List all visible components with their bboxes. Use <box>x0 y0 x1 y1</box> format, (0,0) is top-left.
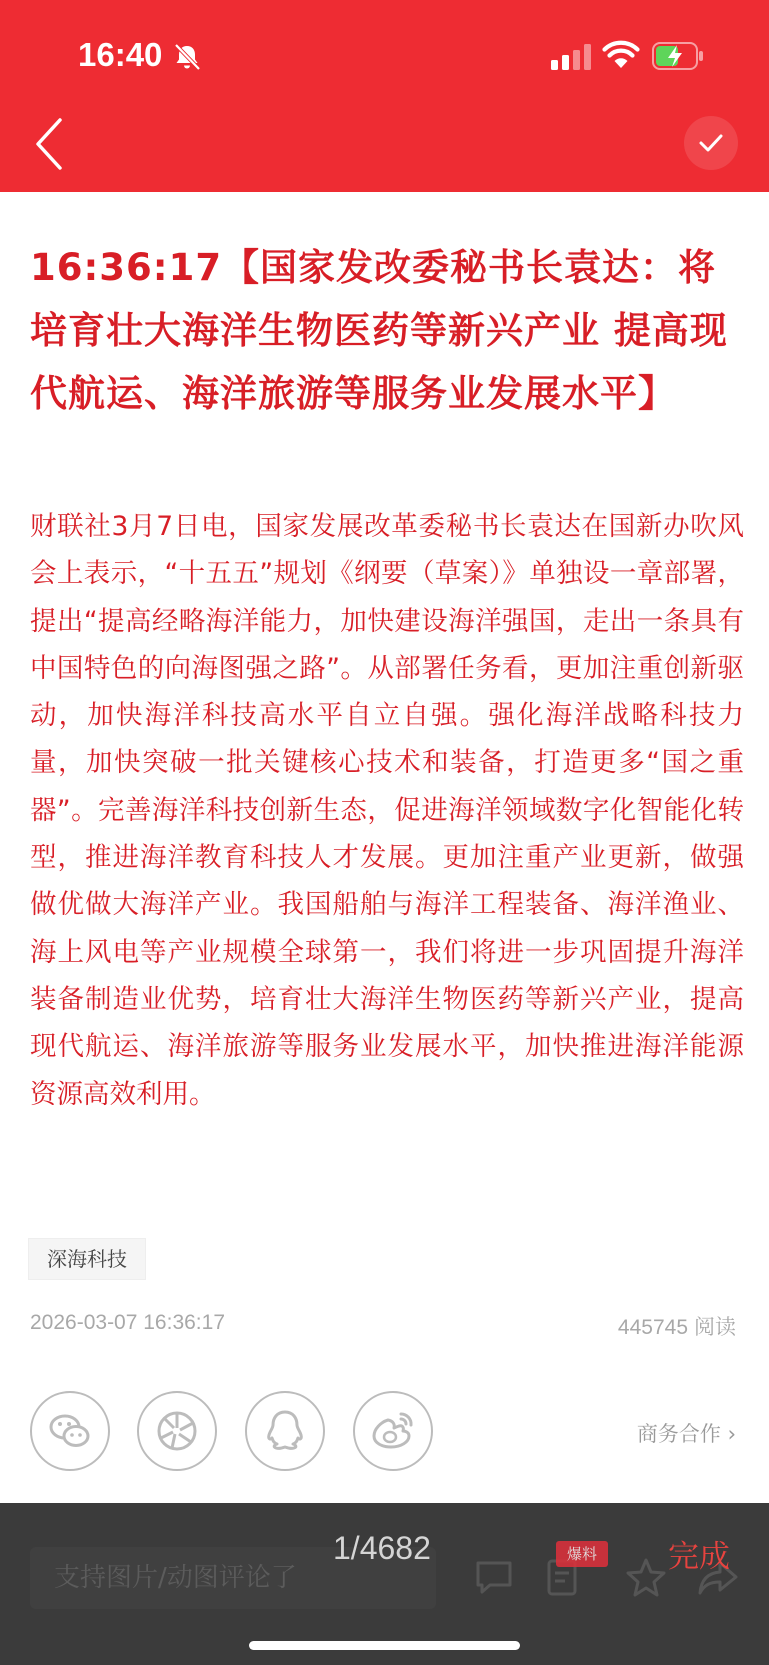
share-wechat-button[interactable] <box>30 1391 110 1471</box>
battery-charging-icon <box>652 42 704 70</box>
report-badge: 爆料 <box>556 1541 608 1567</box>
wechat-icon <box>45 1406 95 1456</box>
share-weibo-button[interactable] <box>353 1391 433 1471</box>
comment-input[interactable]: 支持图片/动图评论了 <box>30 1547 436 1609</box>
article-body: 财联社3月7日电，国家发展改革委秘书长袁达在国新办吹风会上表示，“十五五”规划《纲要（草案）》单独设一章部署，提出“提高经略海洋能力，加快建设海洋强国，走出一条具有中国特色的向海图强之路”。从部署任务看，更加注重创新驱动，加快海洋科技高水平自立自强。强化海洋战略科技力量，加快突破一批关键核心技术和装备，打造更多“国之重器”。完善海洋科技创新生态，促进海洋领域数字化智能化转型，推进海洋教育科技人才发展。更加注重产业更新，做强做优做大海洋产业。我国船舶与海洋工程装备、海洋渔业、海上风电等产业规模全球第一，我们将进一步巩固提升海洋装备制造业优势，培育壮大海洋生物医药等新兴产业，提高现代航运、海洋旅游等服务业发展水平，加快推进海洋能源资源高效利用。 <box>30 511 744 1110</box>
top-header <box>0 0 769 192</box>
check-icon <box>684 116 738 170</box>
read-count-label: 阅读 <box>694 1316 736 1339</box>
publish-date: 2026-03-07 16:36:17 <box>30 1311 225 1334</box>
topic-tag[interactable]: 深海科技 <box>28 1238 146 1280</box>
read-count <box>612 1311 736 1341</box>
bell-off-icon <box>172 42 202 72</box>
qq-icon <box>260 1406 310 1456</box>
done-button[interactable]: 完成 <box>668 1539 730 1575</box>
confirm-button[interactable] <box>684 116 738 170</box>
back-chevron-icon[interactable] <box>30 112 74 176</box>
article-title: 16:36:17【国家发改委秘书长袁达：将培育壮大海洋生物医药等新兴产业 提高现代航运、海洋旅游等服务业发展水平】 <box>30 246 728 415</box>
wifi-icon <box>602 40 640 70</box>
share-moments-button[interactable] <box>137 1391 217 1471</box>
star-icon[interactable] <box>624 1555 668 1599</box>
weibo-icon <box>368 1406 418 1456</box>
share-qq-button[interactable] <box>245 1391 325 1471</box>
read-count-value: 445745 <box>617 1316 688 1339</box>
page-counter: 1/4682 <box>333 1530 431 1566</box>
business-cooperation-link[interactable]: 商务合作 › <box>636 1422 736 1446</box>
status-time: 16:40 <box>78 36 163 73</box>
home-indicator[interactable] <box>249 1641 520 1650</box>
moments-icon <box>152 1406 202 1456</box>
comment-icon[interactable] <box>472 1555 516 1599</box>
cellular-signal-icon <box>551 44 591 70</box>
